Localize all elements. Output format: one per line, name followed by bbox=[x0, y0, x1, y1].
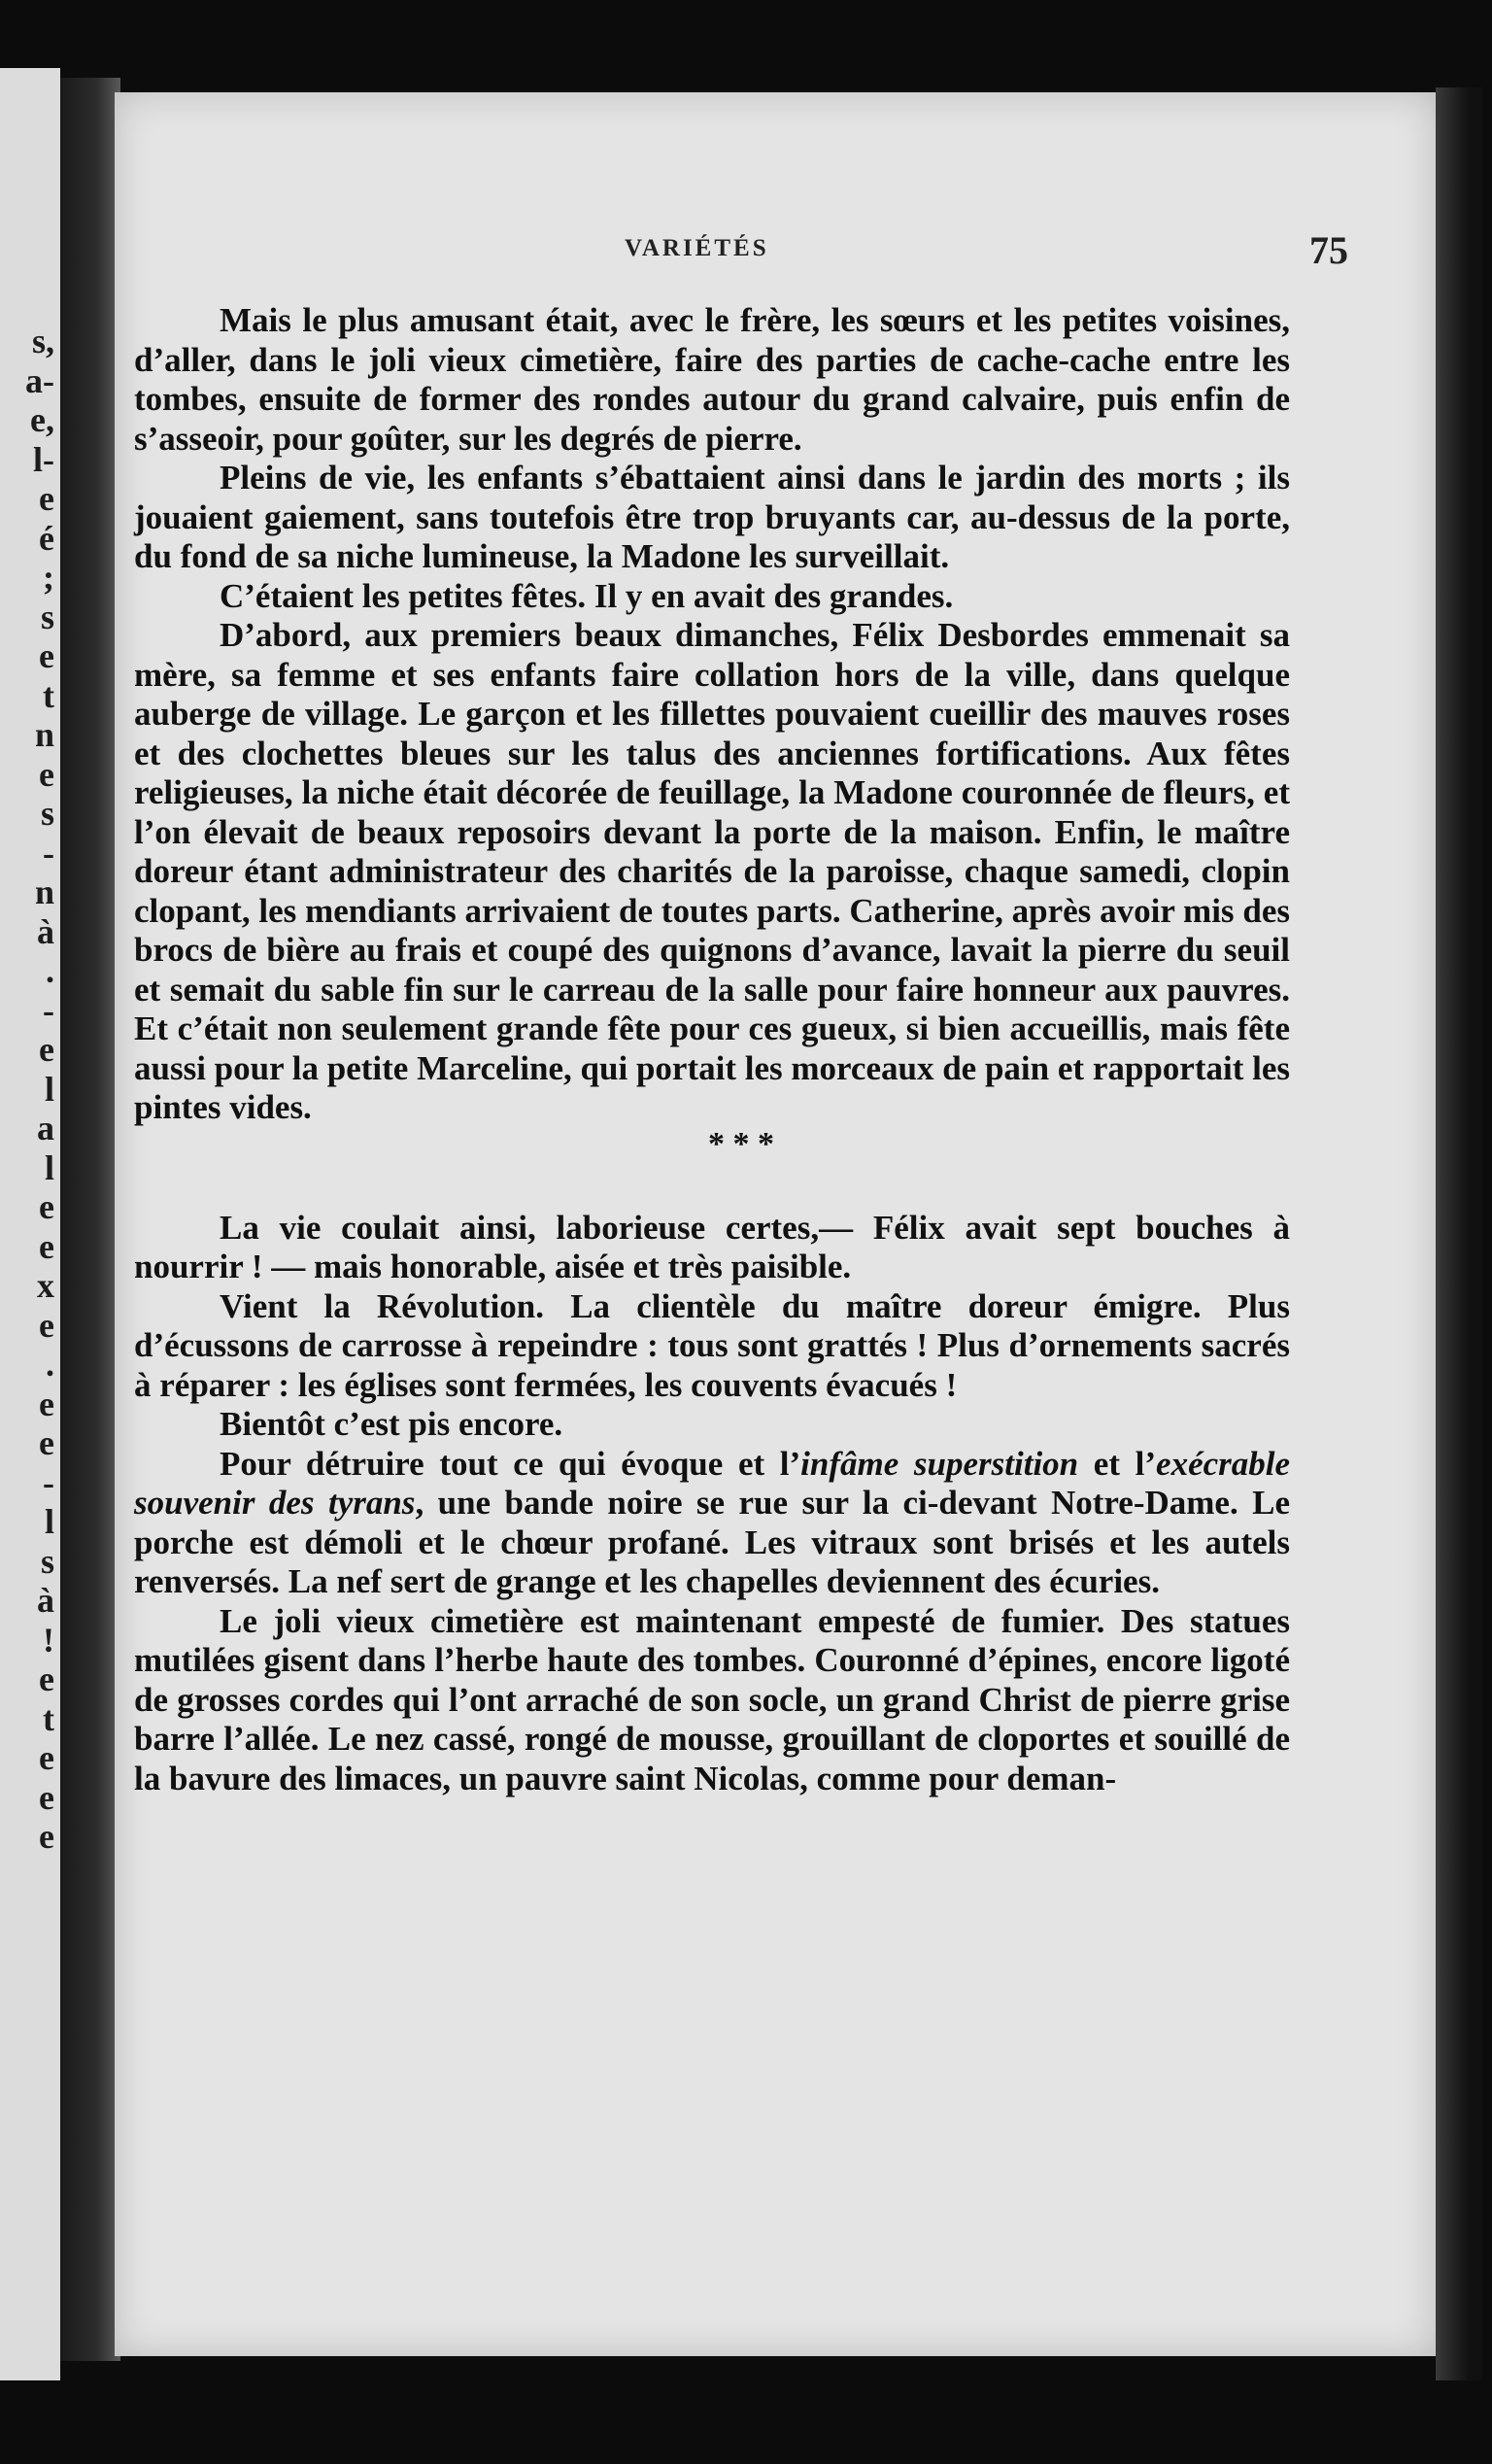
previous-page-edge bbox=[0, 68, 60, 2380]
margin-fragment: . bbox=[46, 1345, 54, 1384]
paragraph: Le joli vieux cimetière est maintenant empesté de fumier. Des statues mutilées gisent dans l’herbe haute des tombes. Couronné d’épines, encore ligoté de grosses cordes qui l’ont arraché de son socle, un grand Christ de pierre grise barre l’allée. Le nez cassé, rongé de mousse, grouillant de cloportes et souillé de la bavure des limaces, un pauvre saint Nicolas, comme pour deman- bbox=[134, 1601, 1290, 1797]
paragraph: Bientôt c’est pis encore. bbox=[220, 1405, 563, 1443]
margin-fragment: s bbox=[40, 1541, 54, 1581]
italic-phrase: infâme superstition bbox=[800, 1444, 1079, 1483]
margin-fragment: x bbox=[37, 1266, 54, 1305]
margin-fragment: - bbox=[43, 833, 54, 873]
paragraph: La vie coulait ainsi, laborieuse certes,— Félix avait sept bouches à nourrir ! — mais honorable, aisée et très paisible. bbox=[134, 1208, 1290, 1285]
margin-fragment: ! bbox=[43, 1620, 54, 1660]
margin-fragment: s bbox=[40, 597, 54, 636]
margin-fragment: e bbox=[39, 1305, 54, 1345]
margin-fragment: e bbox=[39, 1738, 54, 1777]
margin-fragment: t bbox=[43, 675, 54, 715]
margin-fragment: e bbox=[39, 479, 54, 518]
paragraph: Pour détruire tout ce qui évoque et l’infâme superstition et l’exécrable souvenir des tyrans, une bande noire se rue sur la ci-devant Notre-Dame. Le porche est démoli et le chœur profané. Les vitraux sont brisés et les autels renversés. La nef sert de grange et les chapelles deviennent des écuries. bbox=[134, 1444, 1291, 1600]
margin-fragment: l bbox=[44, 1069, 54, 1109]
margin-fragment: é bbox=[39, 518, 54, 558]
margin-fragment: e bbox=[39, 1660, 54, 1698]
paragraph: Pleins de vie, les enfants s’ébattaient ainsi dans le jardin des morts ; ils jouaient gaiement, sans toutefois être trop bruyants car, au-dessus de la porte, du fond de sa niche lumineuse, la Madone les surveillait. bbox=[134, 459, 1290, 575]
paragraph: D’abord, aux premiers beaux dimanches, Félix Desbordes emmenait sa mère, sa femme et ses enfants faire collation hors de la ville, dans quelque auberge de village. Le garçon et les fillettes pouvaient cueillir des mauves roses et des clochettes bleues sur les talus des anciennes fortifications. Aux fêtes religieuses, la niche était décorée de feuillage, la Madone couronnée de fleurs, et l’on élevait de beaux reposoirs devant la porte de la maison. Enfin, le maître doreur étant administrateur des charités de la paroisse, chaque samedi, clopin clopant, les mendiants arrivaient de toutes parts. Catherine, après avoir mis des brocs de bière au frais et coupé des quignons d’avance, lavait la pierre du seuil et semait du sable fin sur le carreau de la salle pour faire honneur aux pauvres. Et c’était non seulement grande fête pour ces gueux, si bien accueillis, mais fête aussi pour la petite Marceline, qui portait les morceaux de pain et rapportait les pintes vides. bbox=[134, 616, 1290, 1126]
paragraph: Vient la Révolution. La clientèle du maître doreur émigre. Plus d’écussons de carrosse à repeindre : tous sont grattés ! Plus d’ornements sacrés à réparer : les églises sont fermées, les couvents évacués ! bbox=[134, 1286, 1290, 1404]
margin-fragment: l bbox=[44, 1147, 54, 1187]
margin-fragment: à bbox=[37, 911, 54, 951]
section-separator: * * * bbox=[708, 1125, 774, 1162]
margin-fragment: l- bbox=[33, 439, 54, 479]
page-header bbox=[115, 228, 1436, 293]
book-gutter bbox=[60, 78, 120, 2361]
margin-fragment: e bbox=[39, 1817, 54, 1856]
book-page bbox=[115, 92, 1436, 2356]
margin-fragment: n bbox=[34, 873, 54, 911]
margin-fragment: e bbox=[39, 1777, 54, 1817]
margin-fragment: e bbox=[39, 1384, 54, 1423]
margin-fragment: e bbox=[39, 1187, 54, 1226]
paragraph: C’étaient les petites fêtes. Il y en avait des grandes. bbox=[220, 576, 954, 615]
margin-fragment: a bbox=[37, 1109, 54, 1147]
margin-fragment: e bbox=[39, 1226, 54, 1266]
margin-fragment: e bbox=[39, 754, 54, 794]
margin-fragment: n bbox=[34, 715, 54, 754]
margin-fragment: t bbox=[43, 1698, 54, 1738]
margin-fragment: l bbox=[44, 1502, 54, 1541]
body-text bbox=[134, 301, 1290, 1798]
margin-fragment: s, bbox=[31, 322, 54, 360]
margin-fragment: - bbox=[43, 990, 54, 1030]
margin-fragment: e bbox=[39, 1030, 54, 1069]
margin-fragment: ; bbox=[43, 558, 54, 597]
margin-fragment: e, bbox=[30, 400, 54, 439]
margin-fragment: a- bbox=[25, 360, 54, 400]
running-title: VARIÉTÉS bbox=[625, 235, 769, 261]
paragraph: Mais le plus amusant était, avec le frère, les sœurs et les petites voisines, d’aller, dans le joli vieux cimetière, faire des parties de cache-cache entre les tombes, ensuite de former des rondes autour du grand calvaire, puis enfin de s’asseoir, pour goûter, sur les degrés de pierre. bbox=[134, 301, 1290, 458]
italic-phrase: exécrable souvenir des tyrans bbox=[134, 1444, 1291, 1522]
margin-fragment: e bbox=[39, 636, 54, 675]
page-number: 75 bbox=[1309, 228, 1348, 272]
margin-fragment: e bbox=[39, 1423, 54, 1462]
margin-fragment: . bbox=[46, 951, 54, 990]
margin-fragment: s bbox=[40, 794, 54, 833]
margin-fragment: - bbox=[43, 1462, 54, 1502]
book-edge bbox=[1436, 87, 1482, 2380]
margin-fragment: à bbox=[37, 1581, 54, 1620]
